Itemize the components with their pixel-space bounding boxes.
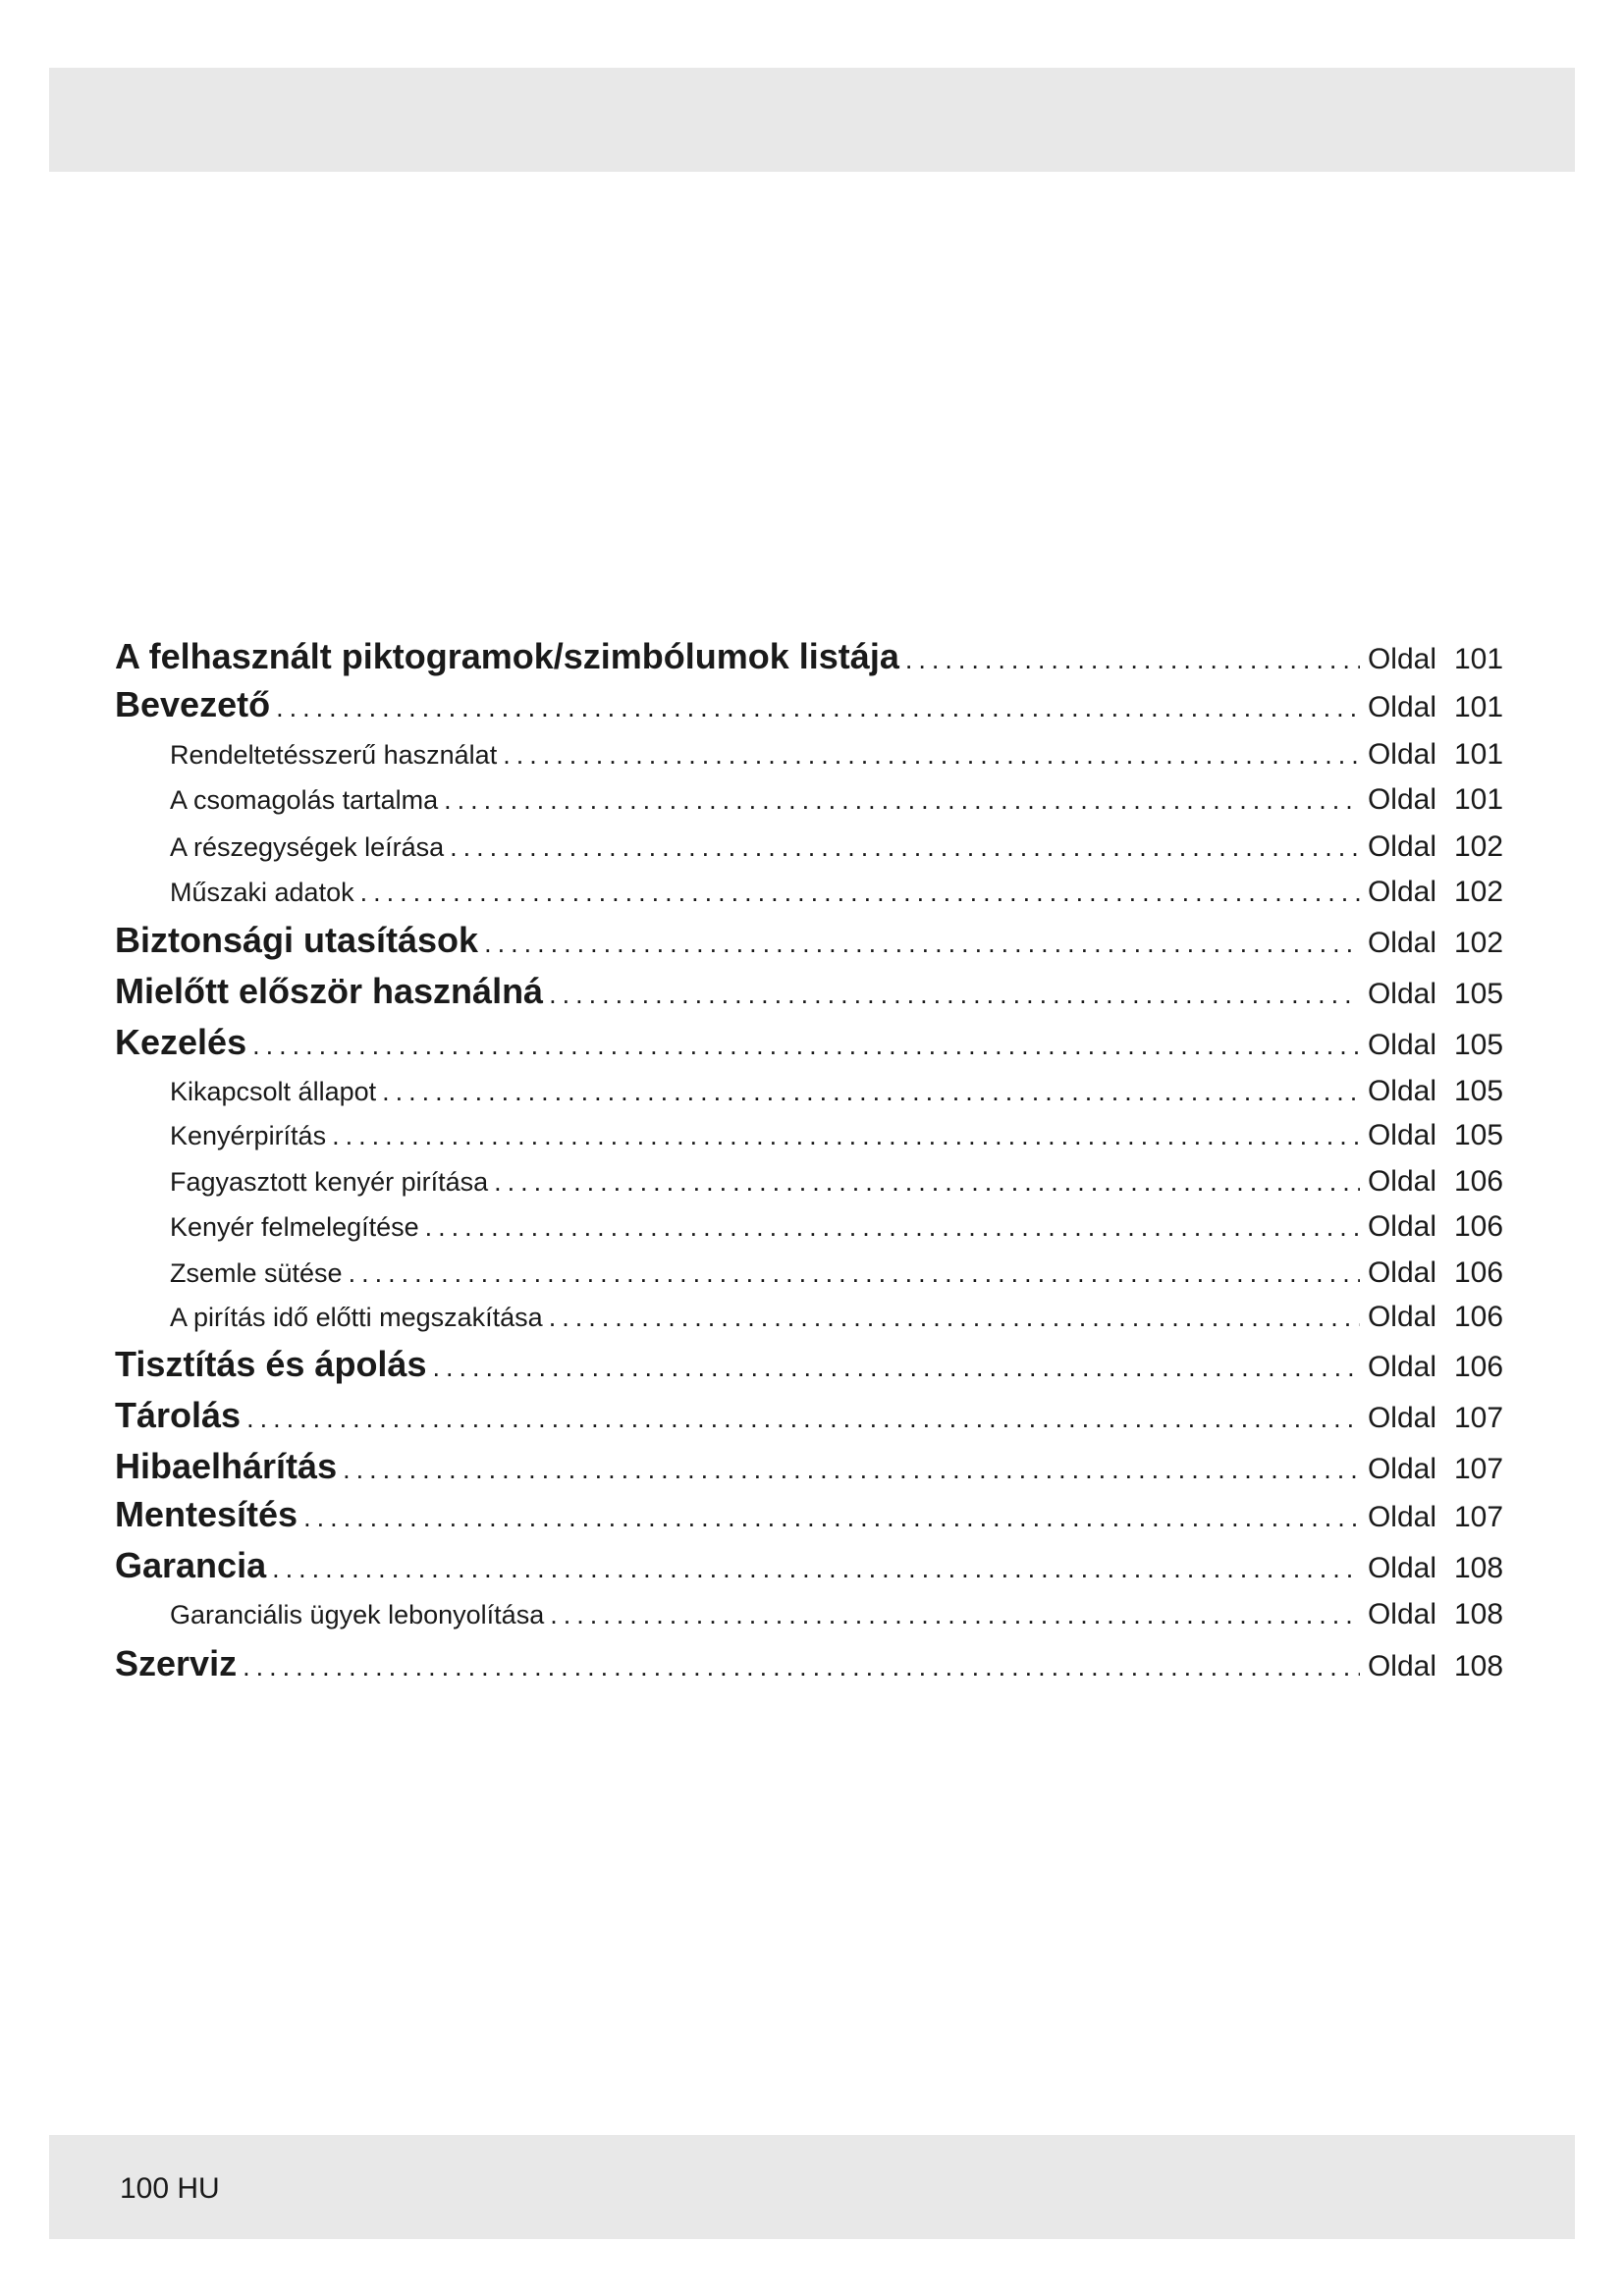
toc-entry[interactable]: [115, 1494, 1509, 1535]
page-word: Oldal: [1367, 1501, 1436, 1533]
toc-entry[interactable]: [115, 830, 1509, 864]
page-word: Oldal: [1367, 876, 1436, 908]
page-word: Oldal: [1367, 1650, 1436, 1682]
toc-page-ref: [1368, 1119, 1509, 1152]
toc-entry-title: Fagyasztott kenyér pirítása: [170, 1167, 489, 1197]
toc-entry-title: Rendeltetésszerű használat: [170, 740, 498, 770]
page-number: 108: [1454, 1650, 1504, 1682]
page-word: Oldal: [1367, 927, 1436, 959]
page-word: Oldal: [1367, 978, 1436, 1010]
toc-entry-title: Hibaelhárítás: [115, 1446, 338, 1486]
toc-entry-title: Tisztítás és ápolás: [115, 1344, 427, 1384]
toc-entry[interactable]: [115, 1256, 1509, 1290]
toc-page-ref: [1368, 1301, 1509, 1334]
page-word: Oldal: [1367, 738, 1436, 771]
dot-leader: [444, 785, 1360, 816]
toc-entry[interactable]: [115, 1446, 1509, 1487]
toc-entry-title: Kezelés: [115, 1022, 247, 1062]
toc-page-ref: [1368, 1210, 1509, 1244]
page-word: Oldal: [1367, 1598, 1436, 1630]
toc-entry[interactable]: [115, 636, 1509, 677]
page-number: 102: [1454, 876, 1504, 908]
page-number: 101: [1454, 643, 1504, 675]
page-number: 102: [1454, 927, 1504, 959]
toc-page-ref: [1368, 1256, 1509, 1290]
page-number: 105: [1454, 1029, 1504, 1061]
toc-page-ref: [1368, 1650, 1509, 1683]
toc-page-ref: [1368, 1165, 1509, 1199]
page-word: Oldal: [1367, 1165, 1436, 1198]
page-number: 106: [1454, 1210, 1504, 1243]
dot-leader: [905, 645, 1360, 675]
toc-page-ref: [1368, 1501, 1509, 1534]
dot-leader: [503, 740, 1360, 771]
toc-entry[interactable]: [115, 783, 1509, 817]
page-number: 105: [1454, 1075, 1504, 1107]
toc-entry-title: Bevezető: [115, 684, 271, 724]
page-word: Oldal: [1367, 1453, 1436, 1485]
toc-entry[interactable]: [115, 1165, 1509, 1199]
toc-entry-title: A felhasznált piktogramok/szimbólumok listája: [115, 636, 899, 676]
toc-entry-title: A részegységek leírása: [170, 832, 445, 862]
toc-entry[interactable]: [115, 971, 1509, 1012]
toc-page-ref: [1368, 927, 1509, 960]
toc-entry[interactable]: [115, 1075, 1509, 1108]
toc-entry[interactable]: [115, 1598, 1509, 1631]
page-word: Oldal: [1367, 1210, 1436, 1243]
toc-page-ref: [1368, 830, 1509, 864]
page-word: Oldal: [1367, 1256, 1436, 1289]
toc-entry-title: Kenyér felmelegítése: [170, 1212, 419, 1242]
dot-leader: [272, 1554, 1360, 1584]
toc-entry-title: A pirítás idő előtti megszakítása: [170, 1303, 543, 1332]
page-word: Oldal: [1367, 1351, 1436, 1383]
toc-entry[interactable]: [115, 738, 1509, 772]
dot-leader: [549, 980, 1360, 1010]
page-number: 105: [1454, 978, 1504, 1010]
toc-entry-title: Tárolás: [115, 1395, 242, 1435]
page-number: 106: [1454, 1256, 1504, 1289]
page-word: Oldal: [1367, 830, 1436, 863]
toc-entry-title: Kenyérpirítás: [170, 1121, 327, 1150]
page-number: 101: [1454, 738, 1504, 771]
toc-entry[interactable]: [115, 1545, 1509, 1586]
dot-leader: [549, 1303, 1360, 1333]
footer-bar: [49, 2135, 1575, 2239]
page-number: 107: [1454, 1402, 1504, 1434]
dot-leader: [276, 693, 1360, 723]
dot-leader: [332, 1121, 1360, 1151]
page-word: Oldal: [1367, 783, 1436, 816]
toc-page-ref: [1368, 1598, 1509, 1631]
toc-page-ref: [1368, 978, 1509, 1011]
toc-entry-title: Mielőtt először használná: [115, 971, 544, 1011]
dot-leader: [343, 1455, 1360, 1485]
toc-page-ref: [1368, 783, 1509, 817]
toc-entry-title: Garancia: [115, 1545, 267, 1585]
page-word: Oldal: [1367, 1075, 1436, 1107]
page-number: 107: [1454, 1453, 1504, 1485]
toc-entry[interactable]: [115, 1022, 1509, 1063]
page-word: Oldal: [1367, 1301, 1436, 1333]
toc-entry-title: Biztonsági utasítások: [115, 920, 479, 960]
page-number: 101: [1454, 783, 1504, 816]
page-number: 106: [1454, 1165, 1504, 1198]
toc-entry[interactable]: [115, 920, 1509, 961]
dot-leader: [246, 1404, 1360, 1434]
table-of-contents: [115, 0, 1509, 2296]
toc-entry[interactable]: [115, 1395, 1509, 1436]
toc-page-ref: [1368, 691, 1509, 724]
toc-entry[interactable]: [115, 1643, 1509, 1684]
dot-leader: [303, 1503, 1360, 1533]
dot-leader: [360, 878, 1360, 908]
toc-entry[interactable]: [115, 876, 1509, 909]
toc-page-ref: [1368, 876, 1509, 909]
page-number: 101: [1454, 691, 1504, 723]
page-word: Oldal: [1367, 1029, 1436, 1061]
toc-entry-title: Műszaki adatok: [170, 878, 354, 907]
toc-entry-title: Szerviz: [115, 1643, 238, 1683]
toc-entry[interactable]: [115, 684, 1509, 725]
toc-entry[interactable]: [115, 1301, 1509, 1334]
dot-leader: [494, 1167, 1360, 1198]
page-number: 108: [1454, 1552, 1504, 1584]
toc-entry-title: Garanciális ügyek lebonyolítása: [170, 1600, 545, 1629]
page-number-label: 100 HU: [120, 2172, 220, 2205]
toc-page-ref: [1368, 738, 1509, 772]
dot-leader: [349, 1258, 1360, 1289]
page-number: 107: [1454, 1501, 1504, 1533]
toc-entry[interactable]: [115, 1119, 1509, 1152]
page-number: 102: [1454, 830, 1504, 863]
toc-page-ref: [1368, 1029, 1509, 1062]
page-word: Oldal: [1367, 1552, 1436, 1584]
dot-leader: [382, 1077, 1360, 1107]
page-number: 105: [1454, 1119, 1504, 1151]
dot-leader: [550, 1600, 1360, 1630]
dot-leader: [450, 832, 1360, 863]
toc-entry[interactable]: [115, 1344, 1509, 1385]
toc-page-ref: [1368, 1351, 1509, 1384]
toc-entry-title: A csomagolás tartalma: [170, 785, 439, 815]
page-number: 106: [1454, 1351, 1504, 1383]
page-word: Oldal: [1367, 643, 1436, 675]
dot-leader: [432, 1353, 1359, 1383]
dot-leader: [243, 1652, 1360, 1682]
toc-page-ref: [1368, 1552, 1509, 1585]
toc-page-ref: [1368, 1075, 1509, 1108]
page-word: Oldal: [1367, 691, 1436, 723]
toc-page-ref: [1368, 1402, 1509, 1435]
toc-entry-title: Kikapcsolt állapot: [170, 1077, 377, 1106]
dot-leader: [425, 1212, 1360, 1243]
toc-entry-title: Zsemle sütése: [170, 1258, 343, 1288]
toc-page-ref: [1368, 643, 1509, 676]
dot-leader: [484, 929, 1360, 959]
toc-entry-title: Mentesítés: [115, 1494, 298, 1534]
toc-entry[interactable]: [115, 1210, 1509, 1244]
page-word: Oldal: [1367, 1402, 1436, 1434]
page-word: Oldal: [1367, 1119, 1436, 1151]
toc-page-ref: [1368, 1453, 1509, 1486]
dot-leader: [252, 1031, 1360, 1061]
page-number: 106: [1454, 1301, 1504, 1333]
page-number: 108: [1454, 1598, 1504, 1630]
